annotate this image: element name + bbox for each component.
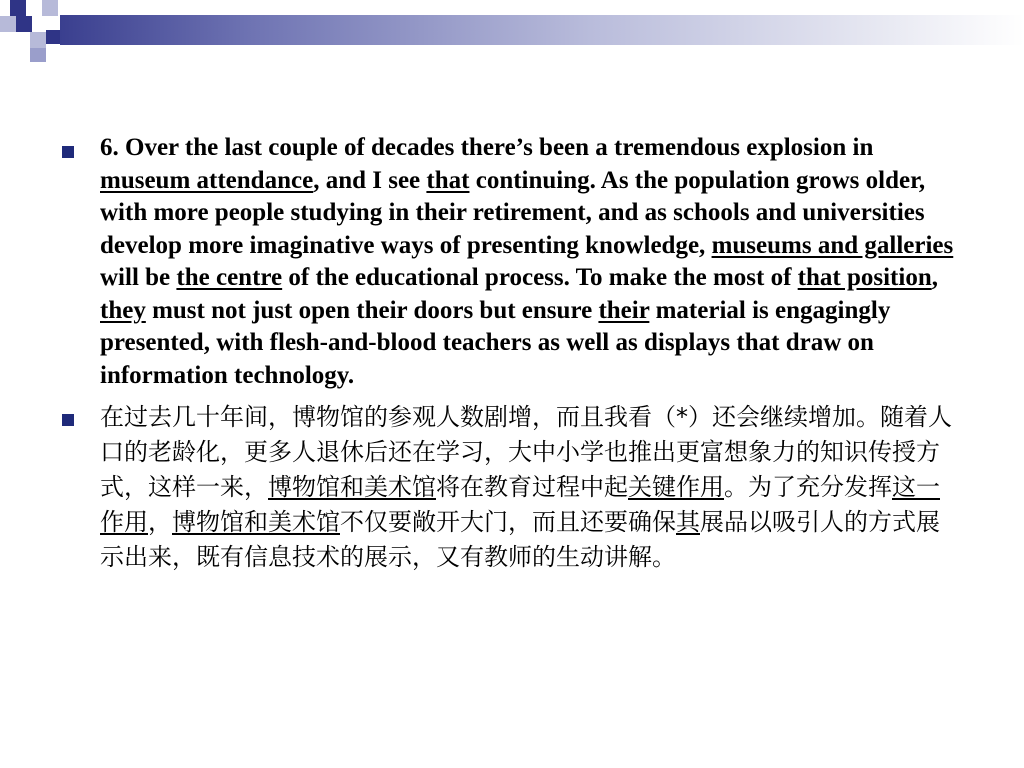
underlined-phrase: 关键作用	[628, 473, 724, 501]
text-run: ,	[931, 264, 938, 291]
text-run: material is engagingly presented, with flesh-and-blood teachers as well as displays that draw on information technology.	[100, 296, 891, 389]
underlined-phrase: their	[598, 296, 650, 324]
underlined-phrase: that position	[797, 264, 932, 291]
text-run: 将在教育过程中起	[436, 473, 628, 501]
underlined-phrase: that	[426, 166, 470, 194]
header-decoration-square	[16, 16, 32, 32]
underlined-phrase: 博物馆和美术馆	[268, 473, 436, 501]
header-decoration-square	[30, 32, 46, 48]
text-run: 展品以吸引人的方式展示出来，既有信息技术的展示，又有教师的生动讲解。	[100, 508, 940, 571]
text-run: of the educational process. To make the most of	[282, 264, 798, 291]
english-paragraph	[100, 132, 960, 392]
text-run: , and I see	[313, 166, 427, 194]
text-run: continuing. As the population grows older, with more people studying in their retirement, and as schools and universities develop more imaginative ways of presenting knowledge,	[100, 166, 926, 259]
header-decoration-square	[10, 0, 26, 16]
underlined-phrase: they	[100, 296, 146, 324]
header-decoration-square	[42, 0, 58, 16]
header-decoration-square	[46, 30, 60, 44]
header-decoration-square	[30, 48, 46, 62]
text-run: 6. Over the last couple of decades there’s been a tremendous explosion in	[100, 134, 874, 161]
header-gradient-bar	[60, 15, 1024, 45]
chinese-paragraph	[100, 400, 962, 575]
text-run: 在过去几十年间，博物馆的参观人数剧增，而且我看（*）还会继续增加。随着人口的老龄化，更多人退休后还在学习，大中小学也推出更富想象力的知识传授方式，这样一来，	[100, 403, 952, 501]
text-run: 不仅要敞开大门，而且还要确保	[340, 508, 676, 536]
header-decoration-square	[32, 16, 46, 32]
text-run: will be	[100, 264, 177, 291]
text-run: must not just open their doors but ensure	[145, 296, 599, 324]
underlined-phrase: the centre	[176, 264, 283, 291]
underlined-phrase: 博物馆和美术馆	[172, 508, 340, 536]
header-decoration-square	[26, 0, 42, 16]
text-run: ，	[148, 508, 172, 536]
bullet-square-icon	[62, 414, 74, 426]
bullet-item-chinese	[62, 400, 962, 575]
underlined-phrase: museum attendance	[100, 166, 314, 194]
bullet-square-icon	[62, 146, 74, 158]
underlined-phrase: museums and galleries	[711, 231, 954, 259]
bullet-item-english	[62, 132, 962, 392]
underlined-phrase: 其	[676, 508, 700, 536]
header-decoration-square	[0, 16, 16, 32]
slide-body	[62, 132, 962, 575]
text-run: 。为了充分发挥	[724, 473, 892, 501]
underlined-phrase: 这一作用	[100, 473, 940, 536]
